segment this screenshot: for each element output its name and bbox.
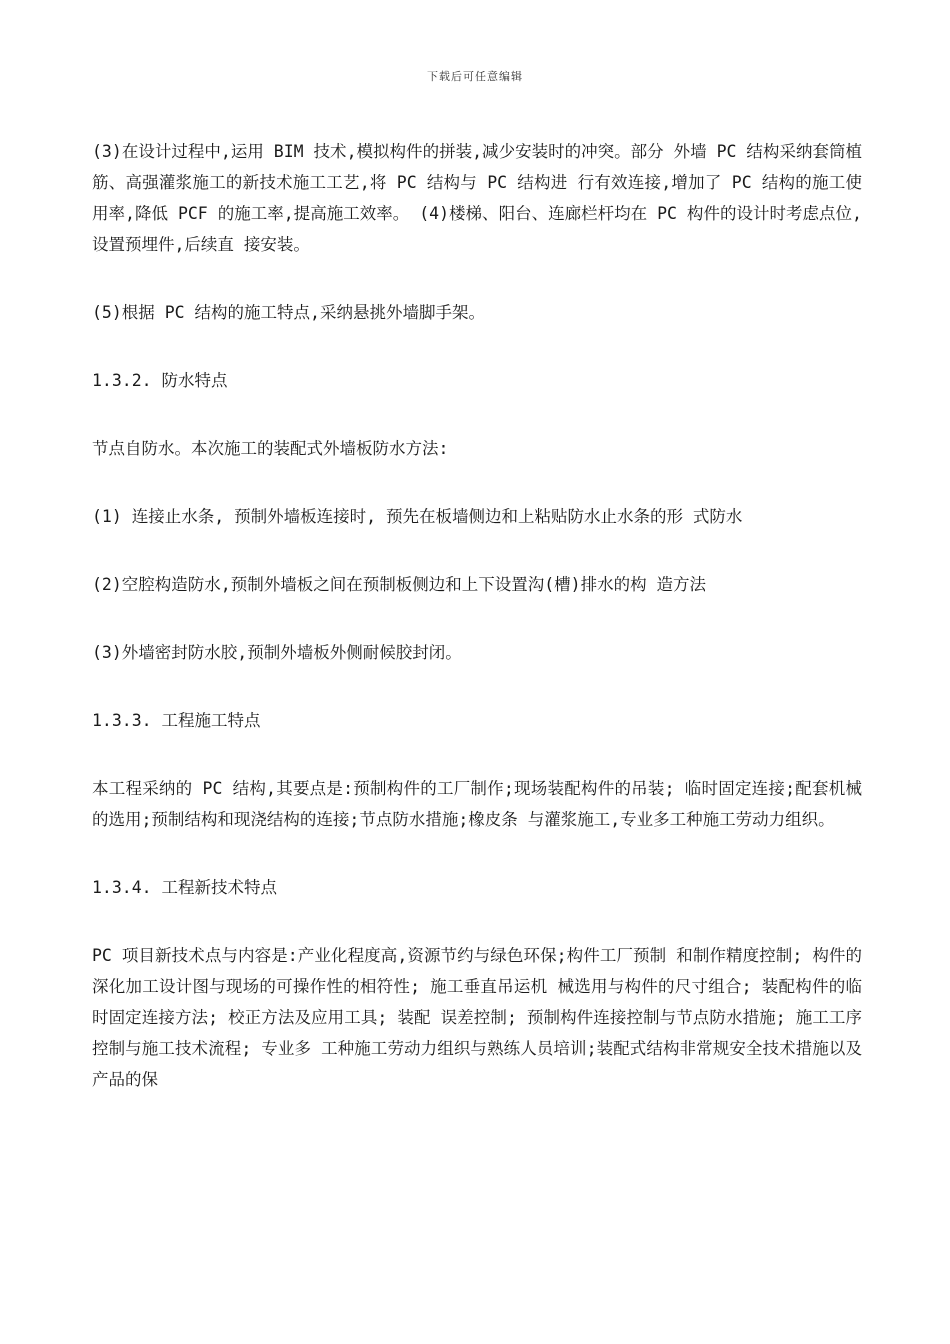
paragraph-waterproof-intro: 节点自防水。本次施工的装配式外墙板防水方法: xyxy=(92,439,449,458)
paragraph-gap xyxy=(92,464,862,501)
paragraph-gap xyxy=(92,835,862,872)
paragraph-gap xyxy=(92,396,862,433)
section-heading-waterproof: 1.3.2. 防水特点 xyxy=(92,371,228,390)
paragraph-scaffold: (5)根据 PC 结构的施工特点,采纳悬挑外墙脚手架。 xyxy=(92,303,485,322)
paragraph-waterproof-item-3: (3)外墙密封防水胶,预制外墙板外侧耐候胶封闭。 xyxy=(92,643,462,662)
paragraph-gap xyxy=(92,328,862,365)
page-header: 下载后可任意编辑 xyxy=(427,70,523,83)
paragraph-new-tech: PC 项目新技术点与内容是:产业化程度高,资源节约与绿色环保;构件工厂预制 和制作精度控制; 构件的深化加工设计图与现场的可操作性的相符性; 施工垂直吊运机 械选用与构件的尺寸组合; 装配构件的临时固定连接方法; 校正方法及应用工具; 装配 误差控制; 预制构件连接控制与节点防水措施; 施工工序控制与施工技术流程; 专业多 工种施工劳动力组织与熟练人员培训;装配式结构非常规安全技术措施以及产品的保 xyxy=(92,946,862,1089)
section-heading-construction: 1.3.3. 工程施工特点 xyxy=(92,711,261,730)
document-body xyxy=(92,136,862,1095)
paragraph-waterproof-item-1: (1) 连接止水条, 预制外墙板连接时, 预先在板墙侧边和上粘贴防水止水条的形 式防水 xyxy=(92,507,743,526)
paragraph-gap xyxy=(92,736,862,773)
paragraph-gap xyxy=(92,532,862,569)
paragraph-waterproof-item-2: (2)空腔构造防水,预制外墙板之间在预制板侧边和上下设置沟(槽)排水的构 造方法 xyxy=(92,575,707,594)
paragraph-gap xyxy=(92,668,862,705)
section-heading-new-tech: 1.3.4. 工程新技术特点 xyxy=(92,878,278,897)
paragraph-gap xyxy=(92,260,862,297)
paragraph-construction: 本工程采纳的 PC 结构,其要点是:预制构件的工厂制作;现场装配构件的吊装; 临时固定连接;配套机械的选用;预制结构和现浇结构的连接;节点防水措施;橡皮条 与灌浆施工,专业多工种施工劳动力组织。 xyxy=(92,779,862,829)
paragraph-gap xyxy=(92,903,862,940)
paragraph-gap xyxy=(92,600,862,637)
paragraph-design-process: (3)在设计过程中,运用 BIM 技术,模拟构件的拼装,减少安装时的冲突。部分 外墙 PC 结构采纳套筒植筋、高强灌浆施工的新技术施工工艺,将 PC 结构与 PC 结构进 行有效连接,增加了 PC 结构的施工使用率,降低 PCF 的施工率,提高施工效率。 (4)楼梯、阳台、连廊栏杆均在 PC 构件的设计时考虑点位,设置预埋件,后续直 接安装。 xyxy=(92,142,862,254)
